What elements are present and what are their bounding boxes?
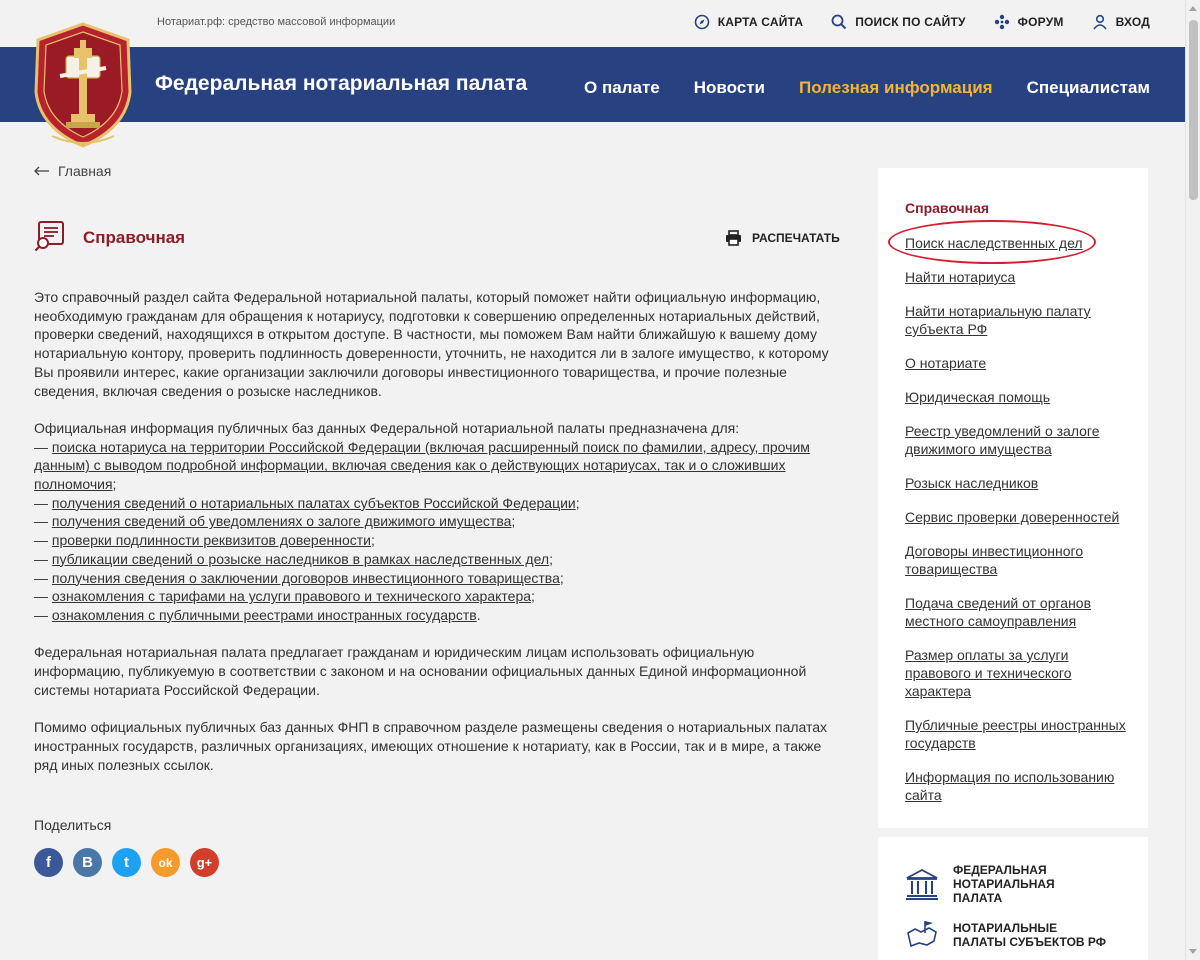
list-item: — публикации сведений о розыске наследников в рамках наследственных дел; — [34, 550, 553, 567]
sidebar-link[interactable]: Юридическая помощь — [905, 389, 1051, 405]
share-label: Поделиться — [34, 817, 112, 833]
sidebar-link[interactable]: Найти нотариуса — [905, 269, 1016, 285]
sidebar-title: Справочная — [905, 200, 990, 216]
vk-share-icon[interactable]: B — [73, 848, 102, 877]
quick-link-label: ФЕДЕРАЛЬНАЯ НОТАРИАЛЬНАЯ ПАЛАТА — [953, 863, 1055, 905]
article-list-intro: Официальная информация публичных баз данных Федеральной нотариальной палаты предназначена для: — [34, 419, 740, 436]
sidebar-item-local-authorities — [905, 594, 1130, 630]
article-body — [34, 288, 834, 793]
sidebar-link[interactable]: Размер оплаты за услуги правового и технического характера — [905, 647, 1072, 699]
arrow-left-icon — [34, 166, 50, 176]
nav-useful-info[interactable]: Полезная информация — [799, 78, 993, 97]
list-item: — поиска нотариуса на территории Российской Федерации (включая расширенный поиск по фамилии, адресу, прочим данным) с выводом подробной информации, включая сведения как о действующих нотариусах, так и о сложивших полномочия; — [34, 438, 810, 493]
login-link[interactable] — [1092, 14, 1150, 30]
share-buttons — [34, 848, 219, 877]
sidebar-quick-links — [878, 837, 1148, 960]
twitter-share-icon[interactable]: t — [112, 848, 141, 877]
breadcrumb-label: Главная — [58, 163, 112, 179]
sidebar-item-investment-contracts — [905, 542, 1130, 578]
sidebar-link[interactable]: Розыск наследников — [905, 475, 1039, 491]
scroll-up-arrow-icon[interactable] — [1189, 6, 1197, 11]
sidebar-link[interactable]: Реестр уведомлений о залоге движимого имущества — [905, 423, 1100, 457]
sidebar-link[interactable]: Найти нотариальную палату субъекта РФ — [905, 303, 1091, 337]
forum-label: ФОРУМ — [1017, 15, 1064, 29]
article-list-block — [34, 419, 834, 625]
list-item: — ознакомления с публичными реестрами иностранных государств. — [34, 606, 481, 623]
printer-icon — [725, 230, 742, 246]
list-link-power-of-attorney[interactable]: проверки подлинности реквизитов доверенности — [51, 532, 371, 549]
list-item: — получения сведений об уведомлениях о залоге движимого имущества; — [34, 513, 516, 530]
scrollbar-thumb[interactable] — [1189, 20, 1198, 200]
sitemap-link[interactable] — [694, 14, 804, 30]
site-search-link[interactable] — [831, 14, 965, 30]
nav-news[interactable]: Новости — [693, 78, 765, 97]
sidebar-item-site-usage — [905, 768, 1130, 804]
login-label: ВХОД — [1115, 15, 1150, 29]
odnoklassniki-share-icon[interactable]: ok — [151, 848, 180, 877]
print-button[interactable] — [725, 230, 840, 246]
site-title: Федеральная нотариальная палата — [155, 72, 528, 95]
quick-link-federal-chamber[interactable] — [905, 863, 1103, 905]
article-paragraph-3: Федеральная нотариальная палата предлагает гражданам и юридическим лицам использовать официальную информацию, публикуемую в соответствии с законом и на основании официальных данных Единой информационной системы нотариата Российской Федерации. — [34, 644, 807, 698]
print-label: РАСПЕЧАТАТЬ — [752, 231, 840, 245]
list-link-pledge-notices[interactable]: получения сведений об уведомлениях о залоге движимого имущества — [51, 513, 512, 530]
list-link-tariffs[interactable]: ознакомления с тарифами на услуги правового и технического характера — [51, 588, 532, 605]
sidebar-item-pledge-registry — [905, 422, 1130, 458]
top-utility-bar — [0, 0, 1200, 47]
reference-book-icon — [34, 220, 66, 252]
article-paragraph-4: Помимо официальных публичных баз данных ФНП в справочном разделе размещены сведения о нотариальных палатах иностранных государств, различных организациях, имеющих отношение к нотариату, как в России, так и в мире, а также ряд иных полезных ссылок. — [34, 719, 828, 773]
site-search-label: ПОИСК ПО САЙТУ — [855, 15, 966, 29]
sidebar-link[interactable]: Сервис проверки доверенностей — [905, 509, 1120, 525]
list-link-foreign-registries[interactable]: ознакомления с публичными реестрами иностранных государств — [51, 606, 477, 623]
list-link-investment-partnership[interactable]: получения сведения о заключении договоров инвестиционного товарищества — [51, 569, 560, 586]
main-nav — [584, 78, 1150, 98]
sidebar-link[interactable]: Договоры инвестиционного товарищества — [905, 543, 1084, 577]
map-flag-icon — [905, 919, 939, 951]
main-header — [0, 47, 1185, 122]
quick-link-label: НОТАРИАЛЬНЫЕ ПАЛАТЫ СУБЪЕКТОВ РФ — [953, 921, 1106, 949]
highlight-circle-annotation — [888, 220, 1096, 264]
sidebar-link[interactable]: Поиск наследственных дел — [905, 235, 1083, 251]
sidebar-item-heir-search — [905, 474, 1130, 492]
page-scrollbar[interactable] — [1185, 0, 1200, 960]
user-icon — [1092, 14, 1108, 30]
sidebar-link[interactable]: Публичные реестры иностранных государств — [905, 717, 1126, 751]
list-item: — проверки подлинности реквизитов доверенности; — [34, 532, 375, 549]
facebook-share-icon[interactable]: f — [34, 848, 63, 877]
list-link-notary-search[interactable]: поиска нотариуса на территории Российской Федерации (включая расширенный поиск по фамилии, адресу, прочим данным) с выводом подробной информации, включая сведения как о действующих нотариусах, так и о сложивших полномочия — [34, 438, 810, 493]
list-item: — получения сведений о нотариальных палатах субъектов Российской Федерации; — [34, 494, 580, 511]
search-icon — [831, 14, 847, 30]
article-intro: Это справочный раздел сайта Федеральной нотариальной палаты, который поможет найти официальную информацию, необходимую гражданам для обращения к нотариусу, подготовки к совершению определенных нотариальных действий, проверки сведений, находящихся в открытом доступе. В частности, мы поможем Вам найти ближайшую к вашему дому нотариальную контору, проверить подлинность доверенности, уточнить, не находится ли в залоге имущество, к которому Вы проявили интерес, какие организации заключили договоры инвестиционного товарищества, и прочие полезные сведения, включая сведения о розыске наследников. — [34, 289, 829, 399]
scroll-down-arrow-icon[interactable] — [1189, 949, 1197, 954]
sidebar-link[interactable]: Информация по использованию сайта — [905, 769, 1115, 803]
quick-link-regional-chambers[interactable] — [905, 919, 1113, 951]
notary-chamber-emblem[interactable] — [30, 18, 136, 152]
sidebar-item-find-notary — [905, 268, 1130, 286]
utility-nav — [694, 14, 1150, 30]
nav-about[interactable]: О палате — [584, 78, 660, 97]
building-columns-icon — [905, 868, 939, 900]
sidebar-link[interactable]: О нотариате — [905, 355, 987, 371]
media-note: Нотариат.рф: средство массовой информации — [157, 16, 396, 28]
forum-icon — [994, 14, 1010, 30]
sidebar-item-poa-check — [905, 508, 1130, 526]
sidebar-item-find-chamber — [905, 302, 1130, 338]
sidebar-menu — [878, 168, 1148, 828]
list-link-heir-search[interactable]: публикации сведений о розыске наследников в рамках наследственных дел — [51, 550, 550, 567]
sidebar-link[interactable]: Подача сведений от органов местного самоуправления — [905, 595, 1092, 629]
list-item: — ознакомления с тарифами на услуги правового и технического характера; — [34, 588, 535, 605]
compass-icon — [694, 14, 710, 30]
list-item: — получения сведения о заключении договоров инвестиционного товарищества; — [34, 569, 564, 586]
forum-link[interactable] — [994, 14, 1064, 30]
sidebar-item-legal-help — [905, 388, 1130, 406]
sitemap-label: КАРТА САЙТА — [717, 15, 804, 29]
breadcrumb-home[interactable] — [34, 163, 111, 179]
sidebar-item-about-notariate — [905, 354, 1130, 372]
google-plus-share-icon[interactable]: g+ — [190, 848, 219, 877]
sidebar-list — [905, 234, 1130, 820]
list-link-regional-chambers[interactable]: получения сведений о нотариальных палатах субъектов Российской Федерации — [51, 494, 576, 511]
sidebar-item-foreign-registries — [905, 716, 1130, 752]
page-title: Справочная — [83, 228, 186, 247]
nav-specialists[interactable]: Специалистам — [1026, 78, 1150, 97]
sidebar-item-fees — [905, 646, 1130, 700]
